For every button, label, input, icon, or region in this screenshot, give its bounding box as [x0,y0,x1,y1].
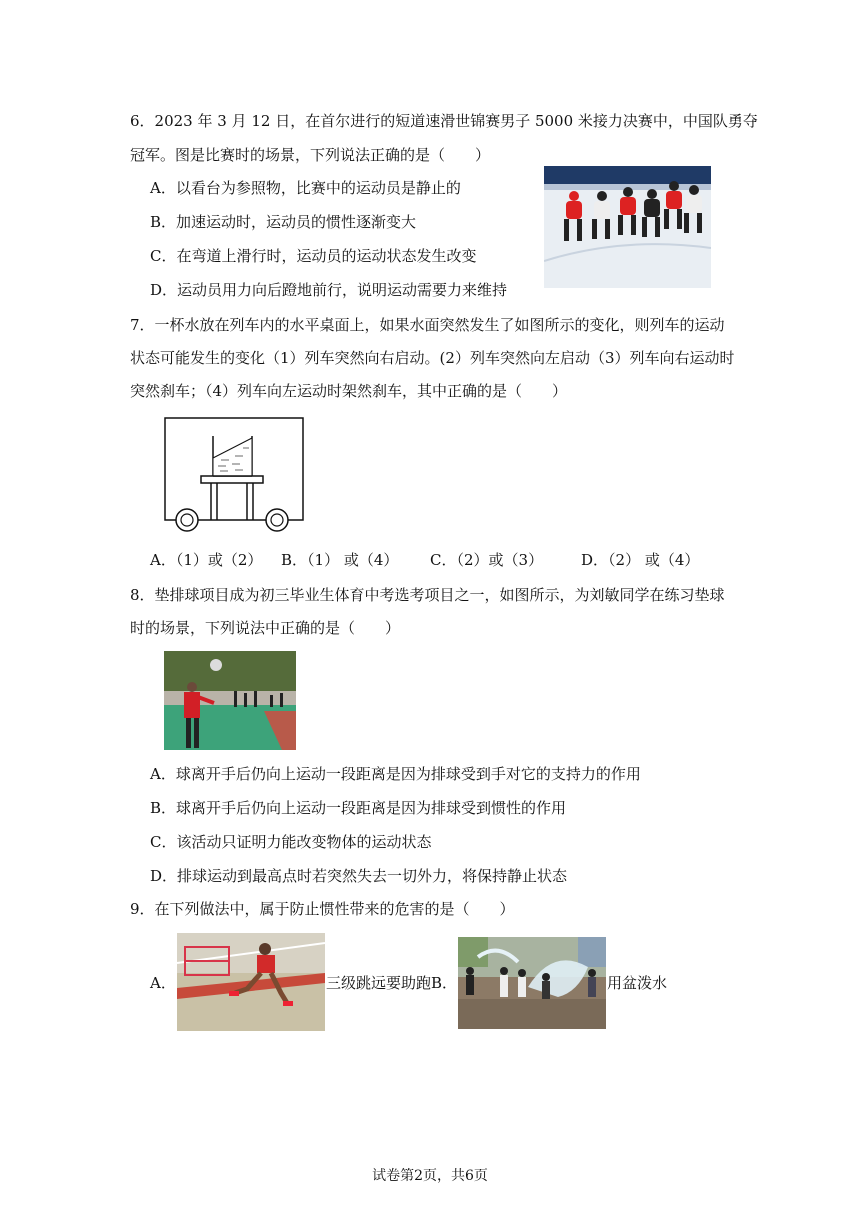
q6-option-a: A．以看台为参照物，比赛中的运动员是静止的 [150,179,461,197]
q7-stem-line2: 状态可能发生的变化（1）列车突然向右启动。(2）列车突然向左启动（3）列车向右运动时 [130,349,735,367]
q9-option-b-text: 用盆泼水 [607,974,668,992]
q8-option-b: B．球离开手后仍向上运动一段距离是因为排球受到惯性的作用 [150,799,567,817]
page-footer: 试卷第2页，共6页 [372,1168,488,1184]
q8-option-a: A．球离开手后仍向上运动一段距离是因为排球受到手对它的支持力的作用 [150,765,641,783]
q6-stem-line1: 6．2023 年 3 月 12 日，在首尔进行的短道速滑世锦赛男子 5000 米接力决赛中，中国队勇夺 [130,112,758,130]
q9-stem: 9．在下列做法中，属于防止惯性带来的危害的是（ ） [130,900,515,918]
q7-option-a: A．（1）或（2） [150,551,263,569]
q8-option-c: C．该活动只证明力能改变物体的运动状态 [150,833,432,851]
q7-option-b: B．（1） 或（4） [281,551,399,569]
q9-option-a-label: A． [150,974,176,992]
q9-option-a-text: 三级跳远要助跑 [326,974,432,992]
q6-stem-line2: 冠军。图是比赛时的场景，下列说法正确的是（ ） [130,146,491,164]
q8-stem-line2: 时的场景，下列说法中正确的是（ ） [130,619,401,637]
train-water-diagram [163,416,308,533]
q7-option-c: C．（2）或（3） [430,551,544,569]
q9-option-b-label: B． [431,974,458,992]
splashing-water-photo [458,937,606,1029]
q6-option-c: C．在弯道上滑行时，运动员的运动状态发生改变 [150,247,477,265]
q7-stem-line1: 7．一杯水放在列车内的水平桌面上，如果水面突然发生了如图所示的变化，则列车的运动 [130,316,725,334]
q8-stem-line1: 8．垫排球项目成为初三毕业生体育中考选考项目之一，如图所示，为刘敏同学在练习垫球 [130,586,725,604]
q6-option-d: D．运动员用力向后蹬地前行，说明运动需要力来维持 [150,281,508,299]
volleyball-practice-photo [164,651,296,750]
triple-jump-photo [177,933,325,1031]
q7-option-d: D．（2） 或（4） [581,551,700,569]
q6-option-b: B．加速运动时，运动员的惯性逐渐变大 [150,213,417,231]
speed-skating-photo [544,166,711,288]
q7-stem-line3: 突然刹车；（4）列车向左运动时架然刹车，其中正确的是（ ） [130,382,568,400]
q8-option-d: D．排球运动到最高点时若突然失去一切外力，将保持静止状态 [150,867,568,885]
